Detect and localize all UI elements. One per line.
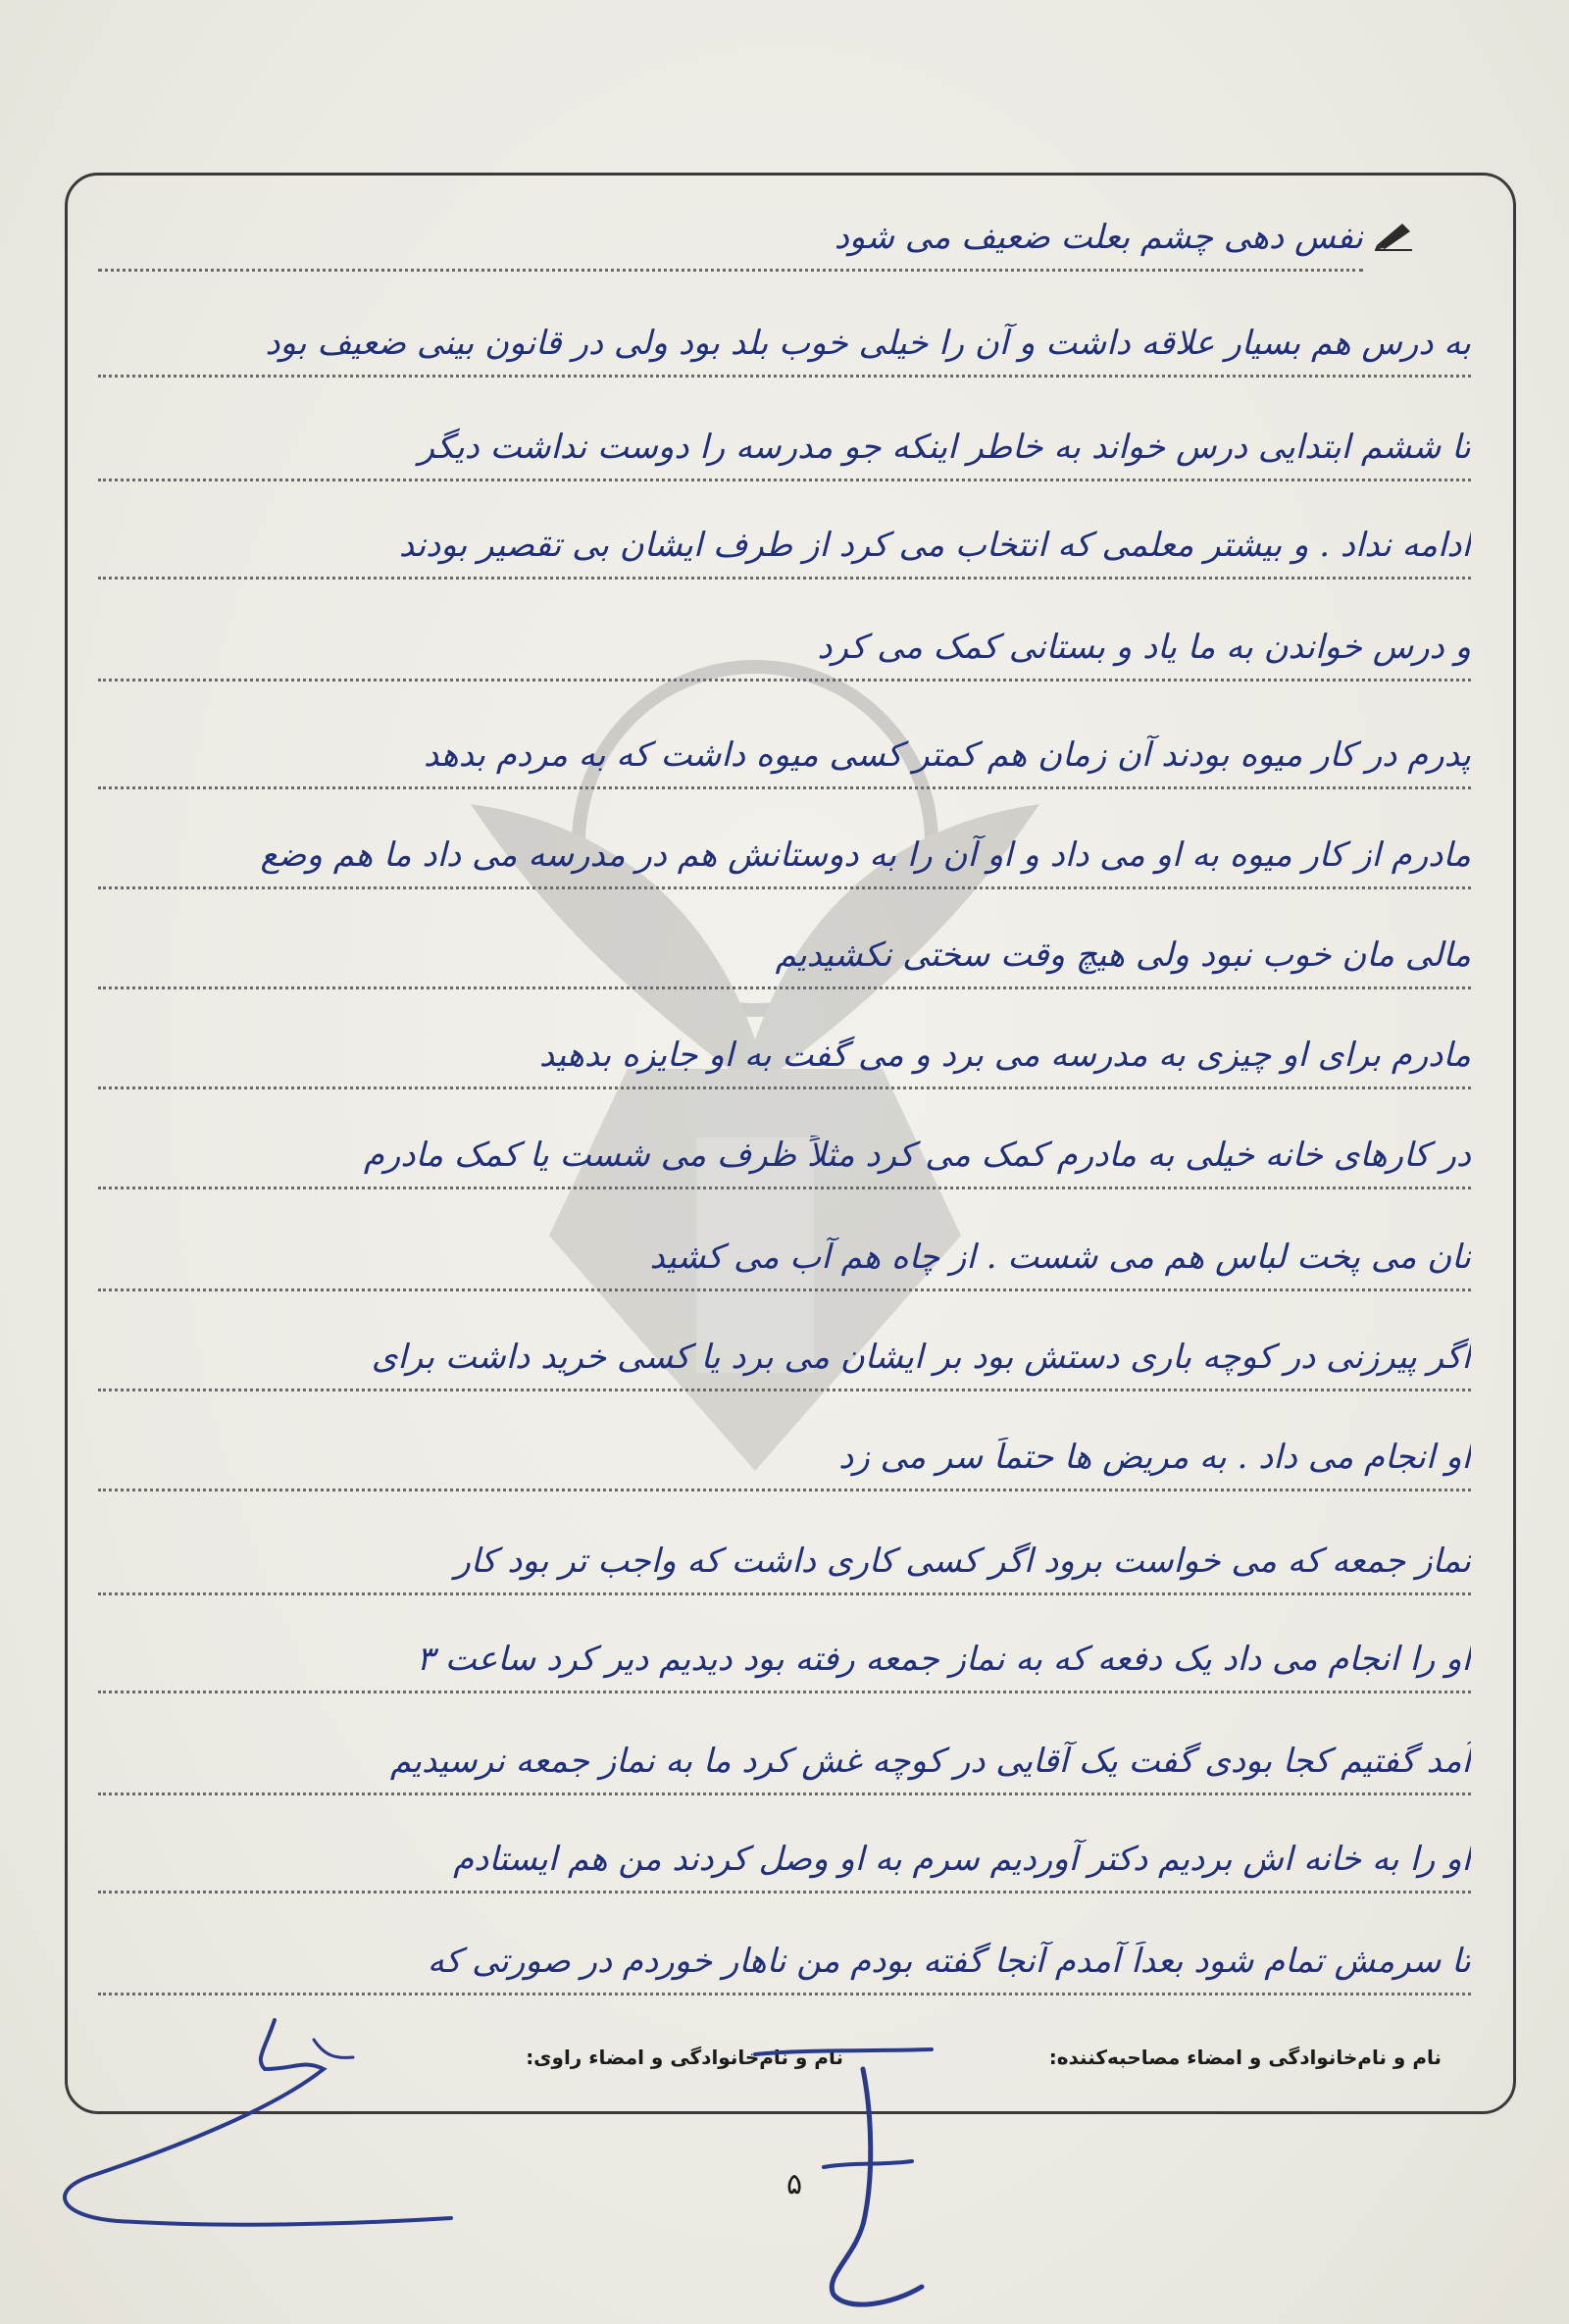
text-line: مالی مان خوب نبود ولی هیچ وقت سختی نکشیدیم bbox=[98, 935, 1471, 989]
text-line: پدرم در کار میوه بودند آن زمان هم کمتر کسی میوه داشت که به مردم بدهد bbox=[98, 735, 1471, 789]
text-line: مادرم از کار میوه به او می داد و او آن را به دوستانش هم در مدرسه می داد ما هم وضع bbox=[98, 835, 1471, 889]
text-line: در کارهای خانه خیلی به مادرم کمک می کرد مثلاً ظرف می شست یا کمک مادرم bbox=[98, 1136, 1471, 1189]
text-line: تا سرمش تمام شود بعداً آمدم آنجا گفته بودم من ناهار خوردم در صورتی که bbox=[98, 1942, 1471, 1996]
text-line: نماز جمعه که می خواست برود اگر کسی کاری داشت که واجب تر بود کار bbox=[98, 1541, 1471, 1595]
text-line: ادامه نداد . و بیشتر معلمی که انتخاب می کرد از طرف ایشان بی تقصیر بودند bbox=[98, 526, 1471, 580]
text-line: آمد گفتیم کجا بودی گفت یک آقایی در کوچه غش کرد ما به نماز جمعه نرسیدیم bbox=[98, 1742, 1471, 1795]
text-line: به درس هم بسیار علاقه داشت و آن را خیلی خوب بلد بود ولی در قانون بینی ضعیف بود bbox=[98, 324, 1471, 378]
text-line: او انجام می داد . به مریض ها حتماً سر می زد bbox=[98, 1438, 1471, 1491]
pencil-icon bbox=[1373, 218, 1414, 251]
text-line: و درس خواندن به ما یاد و بستانی کمک می کرد bbox=[98, 628, 1471, 682]
text-line: او را انجام می داد یک دفعه که به نماز جمعه رفته بود دیدیم دیر کرد ساعت ۳ bbox=[98, 1640, 1471, 1693]
narrator-signature-label: نام و نام‌خانوادگی و امضاء راوی: bbox=[526, 2046, 843, 2069]
header-line: نفس دهی چشم بعلت ضعیف می شود bbox=[98, 218, 1363, 272]
page-number: ۵ bbox=[785, 2167, 803, 2201]
text-line: اگر پیرزنی در کوچه باری دستش بود بر ایشان می برد یا کسی خرید داشت برای bbox=[98, 1338, 1471, 1391]
text-line: نان می پخت لباس هم می شست . از چاه هم آب می کشید bbox=[98, 1238, 1471, 1291]
text-line: او را به خانه اش بردیم دکتر آوردیم سرم به او وصل کردند من هم ایستادم bbox=[98, 1840, 1471, 1894]
text-line: تا ششم ابتدایی درس خواند به خاطر اینکه جو مدرسه را دوست نداشت دیگر bbox=[98, 428, 1471, 481]
interviewer-signature-label: نام و نام‌خانوادگی و امضاء مصاحبه‌کننده: bbox=[1048, 2046, 1442, 2069]
text-line: مادرم برای او چیزی به مدرسه می برد و می گفت به او جایزه بدهید bbox=[98, 1036, 1471, 1089]
